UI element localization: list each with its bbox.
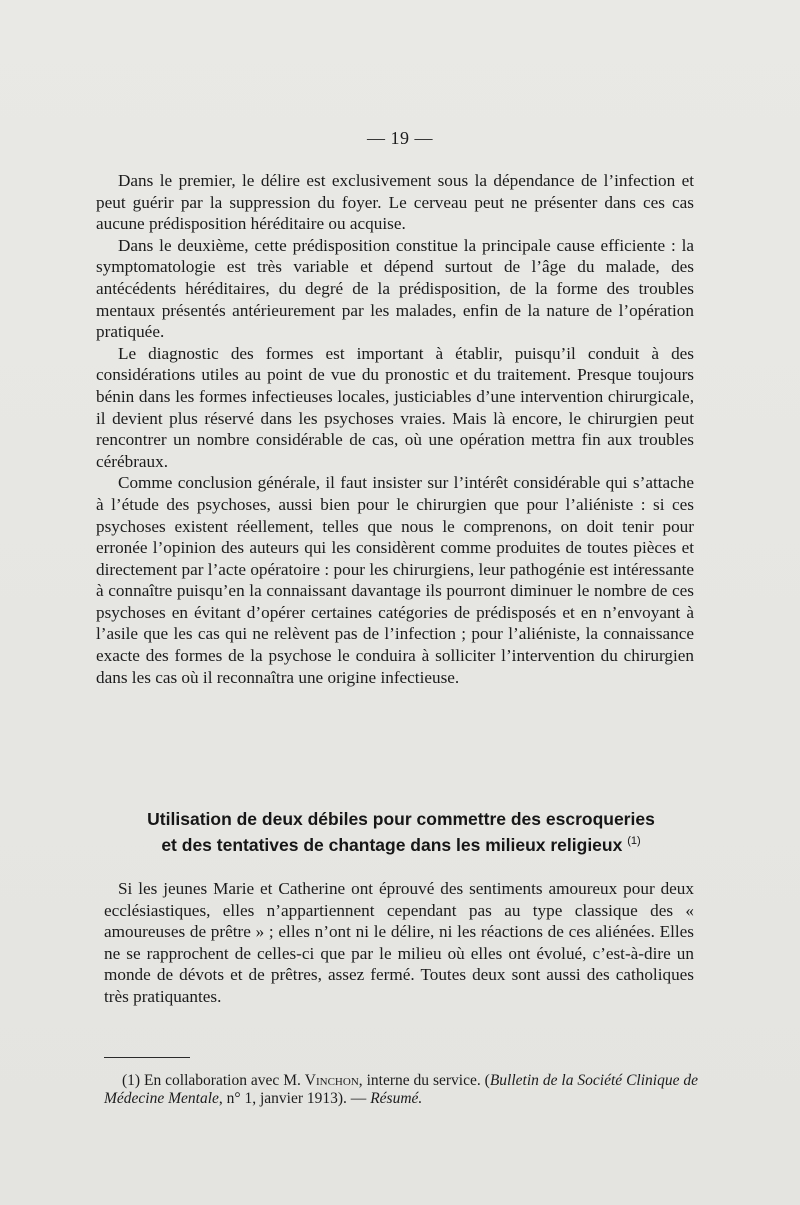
main-text xyxy=(96,170,694,688)
paragraph: Dans le premier, le délire est exclusivement sous la dépendance de l’infection et peut guérir par la suppression du foyer. Le cerveau peut ne présenter dans ces cas aucune prédisposition héréditaire ou acquise. xyxy=(96,171,694,234)
footnote-marker: (1) xyxy=(122,1072,141,1089)
article-title-line xyxy=(96,830,706,856)
footnote-author: Vinchon xyxy=(304,1072,359,1089)
footnote-issue: , n° 1, janvier 1913). — xyxy=(218,1090,371,1107)
paragraph: Si les jeunes Marie et Catherine ont éprouvé des sentiments amoureux pour deux ecclésiastiques, elles n’appartiennent cependant pas au type classique des « amoureuses de prêtre » ; elles n’ont ni le délire, ni les réactions de ces aliénées. Elles ne se rapprochent de celles-ci que par le milieu où elles ont évolué, c’est-à-dire un monde de dévots et de prêtres, assez fermé. Toutes deux sont aussi des catholiques très pratiquantes. xyxy=(104,879,694,1006)
footnote-summary: Résumé. xyxy=(370,1090,423,1107)
page-number: — 19 — xyxy=(367,128,433,148)
article-title-line: Utilisation de deux débiles pour commettre des escroqueries xyxy=(147,809,655,829)
footnote-text-before: En collaboration avec M. xyxy=(144,1072,301,1089)
footnote-text-middle: , interne du service. ( xyxy=(358,1072,490,1089)
footnote-journal: Bulletin de la Société Clinique de Médecine Mentale xyxy=(104,1072,699,1107)
article-body xyxy=(104,878,694,1007)
article-title xyxy=(96,808,706,856)
footnote xyxy=(104,1072,698,1108)
paragraph: Le diagnostic des formes est important à établir, puisqu’il conduit à des considérations utiles au point de vue du pronostic et du traitement. Presque toujours bénin dans les formes infectieuses locales, justiciables d’une intervention chirurgicale, il devient plus réservé dans les psychoses vraies. Mais là encore, le chirurgien peut rencontrer un nombre considérable de cas, où une opération mettra fin aux troubles cérébraux. xyxy=(96,343,694,471)
paragraph: Dans le deuxième, cette prédisposition constitue la principale cause efficiente : la symptomatologie est très variable et dépend surtout de l’âge du malade, des antécédents héréditaires, du degré de la prédisposition, de la forme des troubles mentaux présentés antérieurement par les malades, enfin de la nature de l’opération pratiquée. xyxy=(96,235,694,342)
article-title-line-text: et des tentatives de chantage dans les milieux religieux xyxy=(161,834,623,855)
paragraph: Comme conclusion générale, il faut insister sur l’intérêt considérable qui s’attache à l’étude des psychoses, aussi bien pour le chirurgien que pour l’aliéniste : si ces psychoses existent réellement, telles que nous le comprenons, on doit tenir pour erronée l’opinion des auteurs qui les considèrent comme produites de toutes pièces et directement par l’acte opératoire : pour les chirurgiens, leur pathogénie est intéressante à connaître puisqu’en la connaissant davantage ils pourront diminuer le nombre de ces psychoses en évitant d’opérer certaines catégories de prédisposés et en n’envoyant à l’asile que les cas qui ne relèvent pas de l’infection ; pour l’aliéniste, la connaissance exacte des formes de la psychose le conduira à solliciter l’intervention du chirurgien dans les cas où il reconnaîtra une origine infectieuse. xyxy=(96,473,694,687)
footnote-reference: (1) xyxy=(627,835,641,847)
footnote-divider xyxy=(104,1057,190,1058)
footnote-text xyxy=(104,1072,698,1108)
